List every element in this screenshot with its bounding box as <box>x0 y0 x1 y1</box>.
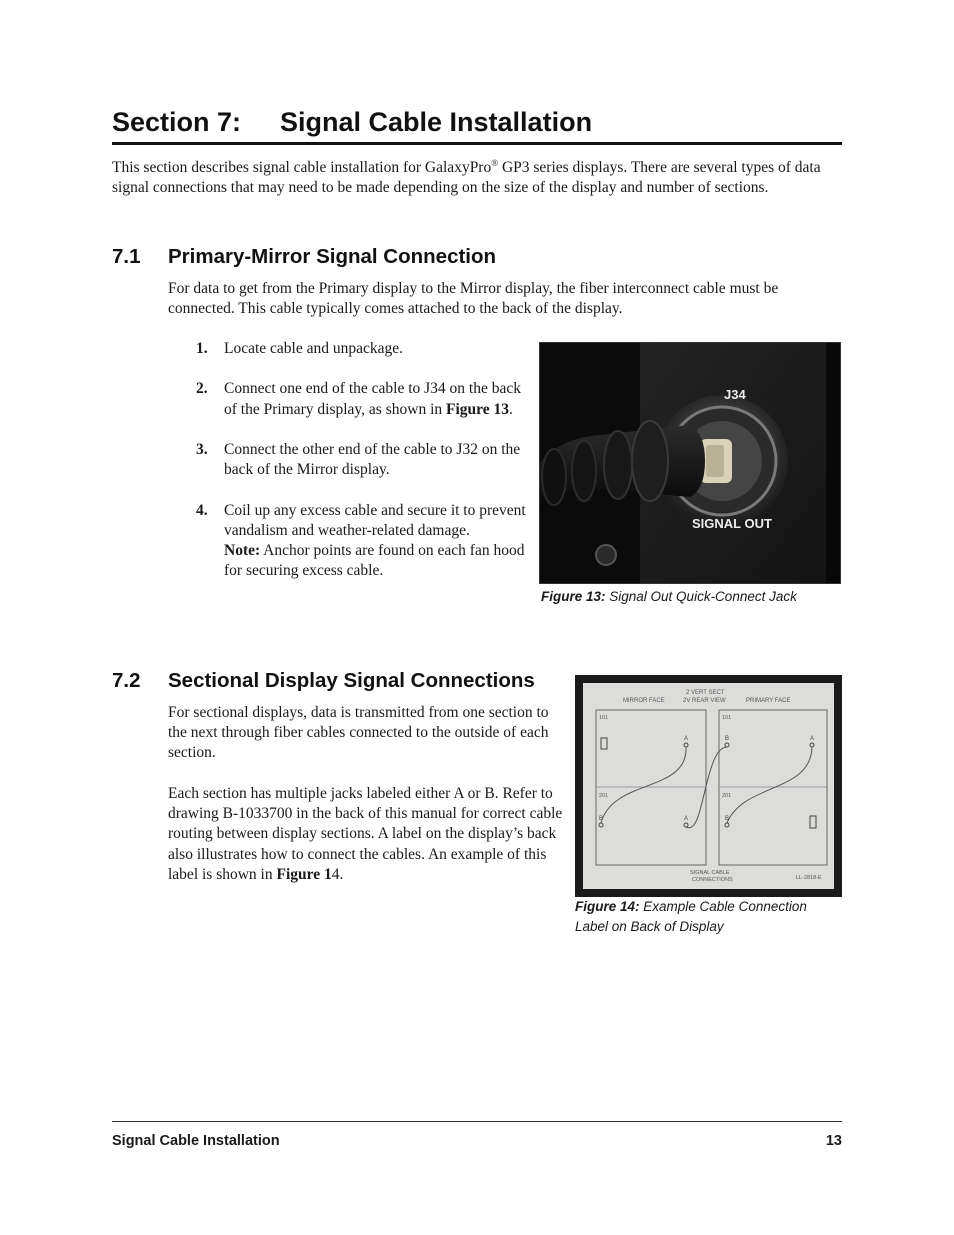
paragraph-7-1: For data to get from the Primary display to the Mirror display, the fiber interconnect cable must be connected. This cable typically comes attached to the back of the display. <box>168 280 779 318</box>
cable-connection-label-drawing <box>583 683 834 889</box>
figure-14-caption <box>575 897 841 937</box>
heading-7-2-number: 7.2 <box>112 669 141 692</box>
heading-7-1-title: Primary-Mirror Signal Connection <box>168 245 497 268</box>
intro-text-end: GP3 series displays. There are several types of data signal connections that may need to be made depending on the size of the display and number of sections. <box>112 159 821 197</box>
jack-a-mirror-top: A <box>684 736 689 742</box>
heading-7-1 <box>112 244 496 270</box>
figure-14-caption-text: Example Cable Connection Label on Back of Display <box>575 899 807 934</box>
step-item <box>196 501 531 582</box>
label-footer-line-1: SIGNAL CABLE <box>690 870 730 876</box>
note-label: Note: <box>224 541 261 559</box>
step-text: Locate cable and unpackage. <box>224 340 404 357</box>
step-item <box>196 339 531 359</box>
j34-label: J34 <box>724 387 746 402</box>
jack-a-mirror-bottom: A <box>684 816 689 822</box>
jack-b-mirror-bottom: B <box>599 816 604 822</box>
step-text-tail: . <box>509 400 513 418</box>
title-rule <box>112 142 842 145</box>
step-text: Coil up any excess cable and secure it to prevent vandalism and weather-related damage. <box>224 501 526 539</box>
step-number: 3. <box>196 440 208 458</box>
section-number: Section 7: <box>112 107 242 137</box>
paragraph-7-2-first: For sectional displays, data is transmitted from one section to the next through fiber cables connected to the outside of each section. <box>168 704 549 762</box>
paragraph-7-2-end: . <box>339 865 344 883</box>
header-line-1: 2 VERT SECT <box>686 690 725 696</box>
signal-out-jack-illustration <box>540 343 841 584</box>
figure-14-caption-label: Figure 14: <box>575 899 640 914</box>
step-text: Connect the other end of the cable to J32 on the back of the Mirror display. <box>224 440 521 479</box>
note-text: Anchor points are found on each fan hood for securing excess cable. <box>224 541 525 580</box>
installation-steps <box>196 339 531 602</box>
heading-7-1-number: 7.1 <box>112 245 141 268</box>
section-201-left: 201 <box>599 793 609 799</box>
figure-13-reference: Figure 13 <box>446 400 509 418</box>
figure-14-reference-tail: 4 <box>331 865 340 883</box>
section-101-right: 101 <box>722 715 732 721</box>
paragraph-7-2-second-text: Each section has multiple jacks labeled either A or B. Refer to drawing B-1033700 in the back of this manual for correct cable routing between display sections. A label on the display’s back also illustrates how to connect the cables. An example of this label is shown in <box>168 785 563 883</box>
step-number: 1. <box>196 340 208 357</box>
section-title <box>112 104 842 140</box>
paragraph-7-2-second <box>168 784 566 885</box>
intro-paragraph <box>112 158 842 198</box>
heading-7-2-title: Sectional Display Signal Connections <box>168 669 535 692</box>
step-item <box>196 379 531 419</box>
jack-a-primary-top: A <box>810 736 815 742</box>
jack-b-primary-top: B <box>725 736 730 742</box>
intro-text-start: This section describes signal cable installation for GalaxyPro <box>112 159 492 176</box>
label-footer-line-2: CONNECTIONS <box>692 877 733 883</box>
section-title-text: Signal Cable Installation <box>280 107 593 137</box>
figure-13-caption <box>541 587 841 607</box>
page-number: 13 <box>825 1133 842 1149</box>
figure-14-reference: Figure 1 <box>276 865 332 883</box>
section-201-right: 201 <box>722 793 732 799</box>
step-number: 2. <box>196 380 208 398</box>
figure-13-photo <box>539 342 841 584</box>
label-part-number: LL-2818-E <box>796 875 822 881</box>
footer-rule <box>112 1121 842 1122</box>
step-text: Connect one end of the cable to J34 on the back of the Primary display, as shown in <box>224 380 521 418</box>
section-101-left: 101 <box>599 715 609 721</box>
signal-out-label: SIGNAL OUT <box>692 516 772 531</box>
header-line-2: 2V REAR VIEW <box>683 698 726 704</box>
mirror-face-label: MIRROR FACE <box>623 698 665 704</box>
figure-13-caption-label: Figure 13: <box>541 589 606 604</box>
step-item <box>196 440 531 480</box>
figure-13-caption-text: Signal Out Quick-Connect Jack <box>605 589 797 604</box>
figure-14-label-photo <box>575 675 842 897</box>
registered-mark: ® <box>491 157 499 168</box>
primary-face-label: PRIMARY FACE <box>746 698 791 704</box>
footer-section-title: Signal Cable Installation <box>112 1133 280 1149</box>
step-number: 4. <box>196 501 208 519</box>
heading-7-2 <box>112 668 535 694</box>
jack-b-primary-bottom: B <box>725 816 730 822</box>
